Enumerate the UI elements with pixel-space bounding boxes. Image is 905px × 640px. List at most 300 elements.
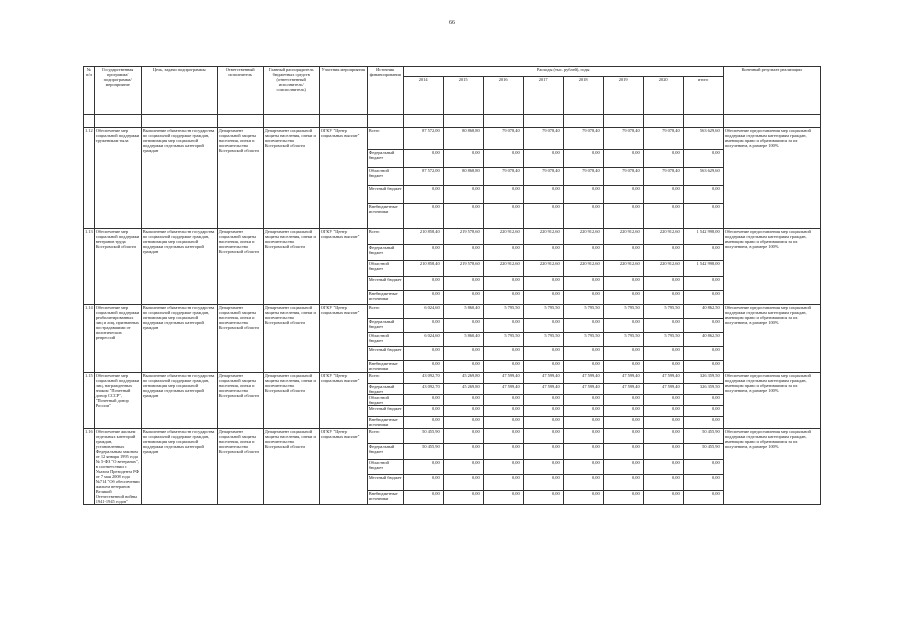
expense-value: 0,00 xyxy=(603,459,643,474)
expense-value: 0,00 xyxy=(403,395,443,406)
expense-value: 220 912,60 xyxy=(483,229,523,245)
expense-value: 0,00 xyxy=(403,291,443,305)
header-year: 2020 xyxy=(643,77,683,115)
expense-value: 0,00 xyxy=(483,150,523,168)
final-result: Обеспечение предоставления мер социальной поддержки отдельным категориям граждан, имеющим право и обратившимся за их получением, в размере 100% xyxy=(723,229,820,305)
expense-value: 0,00 xyxy=(603,395,643,406)
expense-value: 0,00 xyxy=(563,459,603,474)
expense-value: 220 912,60 xyxy=(523,229,563,245)
expense-value: 0,00 xyxy=(563,204,603,229)
expense-value: 0,00 xyxy=(483,277,523,291)
expense-value: 0,00 xyxy=(443,444,483,459)
funding-source: Федеральный бюджет xyxy=(367,245,403,261)
expense-value: 6 024,60 xyxy=(403,333,443,347)
expense-value: 0,00 xyxy=(683,417,723,429)
expense-value: 0,00 xyxy=(483,459,523,474)
expense-value: 0,00 xyxy=(603,444,643,459)
expense-value: 1 542 998,00 xyxy=(683,261,723,277)
empty-cell xyxy=(643,115,683,128)
expense-value: 0,00 xyxy=(603,277,643,291)
header-year: 2019 xyxy=(603,77,643,115)
empty-cell xyxy=(94,115,141,128)
event-participant: ОГКУ "Центр социальных выплат" xyxy=(319,305,367,373)
expense-value: 0,00 xyxy=(443,347,483,361)
expense-value: 0,00 xyxy=(643,150,683,168)
expense-value: 0,00 xyxy=(483,475,523,490)
responsible-executor: Департамент социальной защиты населения, опеки и попечительства Костромской области xyxy=(217,305,263,373)
expense-value: 220 912,60 xyxy=(603,229,643,245)
expense-value: 0,00 xyxy=(563,406,603,417)
expense-value: 0,00 xyxy=(643,186,683,204)
expense-value: 0,00 xyxy=(563,291,603,305)
expense-value: 0,00 xyxy=(683,490,723,504)
row-number: 1.13 xyxy=(84,229,95,305)
expense-value: 0,00 xyxy=(683,475,723,490)
program-goal: Выполнение обязательств государства по социальной поддержке граждан, оптимизация мер социальной поддержки отдельных категорий граждан xyxy=(141,305,217,373)
expense-value: 0,00 xyxy=(523,277,563,291)
empty-cell xyxy=(603,115,643,128)
header-year: 2017 xyxy=(523,77,563,115)
responsible-executor: Департамент социальной защиты населения, опеки и попечительства Костромской области xyxy=(217,229,263,305)
table-row xyxy=(84,373,821,384)
expense-value: 0,00 xyxy=(683,277,723,291)
expense-value: 0,00 xyxy=(643,444,683,459)
expense-value: 0,00 xyxy=(683,347,723,361)
expense-value: 0,00 xyxy=(523,406,563,417)
funding-source: Федеральный бюджет xyxy=(367,319,403,333)
expense-value: 0,00 xyxy=(603,186,643,204)
expense-value: 0,00 xyxy=(683,395,723,406)
expense-value: 0,00 xyxy=(483,319,523,333)
expense-value: 0,00 xyxy=(483,361,523,373)
expense-value: 5 795,50 xyxy=(643,305,683,319)
expense-value: 0,00 xyxy=(523,291,563,305)
expense-value: 47 599,40 xyxy=(563,384,603,395)
program-goal: Выполнение обязательств государства по социальной поддержке граждан, оптимизация мер социальной поддержки отдельных категорий граждан xyxy=(141,229,217,305)
header-executor: Ответственный исполнитель xyxy=(217,67,263,115)
expense-value: 0,00 xyxy=(563,186,603,204)
header-goal: Цель, задачи подпрограммы xyxy=(141,67,217,115)
expense-value: 79 078,40 xyxy=(483,128,523,150)
expense-value: 79 078,40 xyxy=(563,168,603,186)
expense-value: 220 912,60 xyxy=(643,229,683,245)
expense-value: 0,00 xyxy=(683,406,723,417)
expense-value: 0,00 xyxy=(403,475,443,490)
final-result: Обеспечение предоставления мер социальной поддержки отдельным категориям граждан, имеющим право и обратившимся за их получением, в размере 100% xyxy=(723,305,820,373)
expense-value: 0,00 xyxy=(443,361,483,373)
empty-cell xyxy=(723,115,820,128)
expense-value: 0,00 xyxy=(563,395,603,406)
expense-value: 47 599,40 xyxy=(603,384,643,395)
expense-value: 47 599,40 xyxy=(483,384,523,395)
responsible-executor: Департамент социальной защиты населения, опеки и попечительства Костромской области xyxy=(217,128,263,229)
event-participant: ОГКУ "Центр социальных выплат" xyxy=(319,373,367,429)
expense-value: 87 572,00 xyxy=(403,168,443,186)
expense-value: 40 862,50 xyxy=(683,305,723,319)
expense-value: 0,00 xyxy=(523,429,563,444)
row-number: 1.14 xyxy=(84,305,95,373)
expense-value: 0,00 xyxy=(563,429,603,444)
expense-value: 0,00 xyxy=(563,347,603,361)
empty-cell xyxy=(217,115,263,128)
expense-value: 0,00 xyxy=(483,347,523,361)
expense-value: 5 795,50 xyxy=(643,333,683,347)
expense-value: 0,00 xyxy=(643,459,683,474)
expense-value: 0,00 xyxy=(563,361,603,373)
program-name: Обеспечение жильем отдельных категорий граждан, установленных Федеральным законом от 12 января 1995 года № 5-ФЗ "О ветеранах", в соответствии с Указом Президента РФ от 7 мая 2008 года №714 "Об обеспечении жильем ветеранов Великой Отечественной войны 1941-1945 годов" xyxy=(95,429,140,504)
expense-value: 0,00 xyxy=(563,417,603,429)
expense-value: 0,00 xyxy=(403,417,443,429)
expense-value: 0,00 xyxy=(483,186,523,204)
funding-source: Местный бюджет xyxy=(367,406,403,417)
program-name: Обеспечение мер социальной поддержки ветеранов труда Костромской области xyxy=(94,229,141,305)
expense-value: 0,00 xyxy=(523,347,563,361)
expense-value: 210 858,40 xyxy=(403,229,443,245)
expense-value: 0,00 xyxy=(603,429,643,444)
expense-value: 0,00 xyxy=(443,150,483,168)
funding-source: Всего xyxy=(367,305,403,319)
expense-value: 0,00 xyxy=(523,361,563,373)
expense-value: 0,00 xyxy=(643,406,683,417)
expense-value: 5 795,50 xyxy=(603,305,643,319)
expense-value: 5 795,50 xyxy=(523,305,563,319)
expense-value: 0,00 xyxy=(603,245,643,261)
empty-cell xyxy=(483,115,523,128)
expense-value: 47 599,40 xyxy=(523,373,563,384)
expense-value: 0,00 xyxy=(683,150,723,168)
header-year: 2015 xyxy=(443,77,483,115)
expense-value: 0,00 xyxy=(643,361,683,373)
expense-value: 5 795,50 xyxy=(563,333,603,347)
expense-value: 0,00 xyxy=(403,277,443,291)
funding-source: Всего xyxy=(367,229,403,245)
funding-source: Областной бюджет xyxy=(367,261,403,277)
expense-value: 0,00 xyxy=(403,406,443,417)
expense-value: 0,00 xyxy=(643,204,683,229)
expense-value: 0,00 xyxy=(403,204,443,229)
expense-value: 220 912,60 xyxy=(643,261,683,277)
header-year: итого xyxy=(683,77,723,115)
expense-value: 0,00 xyxy=(603,475,643,490)
expense-value: 0,00 xyxy=(643,319,683,333)
expense-value: 0,00 xyxy=(403,319,443,333)
expense-value: 0,00 xyxy=(483,204,523,229)
expense-value: 47 599,40 xyxy=(483,373,523,384)
expense-value: 0,00 xyxy=(683,186,723,204)
funding-source: Областной бюджет xyxy=(367,168,403,186)
program-table xyxy=(83,66,821,505)
expense-value: 5 795,50 xyxy=(523,333,563,347)
expense-value: 0,00 xyxy=(403,186,443,204)
header-year: 2018 xyxy=(563,77,603,115)
final-result: Обеспечение предоставления мер социальной поддержки отдельным категориям граждан, имеющим право и обратившимся за их получением, в размере 100% xyxy=(723,373,820,429)
empty-cell xyxy=(367,115,403,128)
funding-source: Местный бюджет xyxy=(367,277,403,291)
expense-value: 0,00 xyxy=(483,429,523,444)
expense-value: 79 078,40 xyxy=(643,168,683,186)
expense-value: 220 912,60 xyxy=(563,229,603,245)
event-participant: ОГКУ "Центр социальных выплат" xyxy=(319,128,367,229)
expense-value: 0,00 xyxy=(523,245,563,261)
expense-value: 0,00 xyxy=(523,444,563,459)
funding-source: Областной бюджет xyxy=(367,333,403,347)
expense-value: 0,00 xyxy=(443,277,483,291)
expense-value: 0,00 xyxy=(523,395,563,406)
event-participant: ОГКУ "Центр социальных выплат" xyxy=(319,429,367,505)
expense-value: 47 599,40 xyxy=(603,373,643,384)
funding-source: Внебюджетные источники xyxy=(367,291,403,305)
expense-value: 220 912,60 xyxy=(563,261,603,277)
event-participant: ОГКУ "Центр социальных выплат" xyxy=(319,229,367,305)
expense-value: 563 629,60 xyxy=(683,128,723,150)
empty-cell xyxy=(443,115,483,128)
expense-value: 0,00 xyxy=(643,395,683,406)
expense-value: 45 269,80 xyxy=(443,373,483,384)
expense-value: 0,00 xyxy=(483,395,523,406)
expense-value: 0,00 xyxy=(403,459,443,474)
funding-source: Всего xyxy=(367,429,403,444)
expense-value: 79 078,40 xyxy=(643,128,683,150)
expense-value: 5 860,40 xyxy=(443,333,483,347)
expense-value: 5 795,50 xyxy=(483,305,523,319)
expense-value: 0,00 xyxy=(523,459,563,474)
expense-value: 0,00 xyxy=(683,459,723,474)
expense-value: 0,00 xyxy=(523,475,563,490)
expense-value: 0,00 xyxy=(443,204,483,229)
expense-value: 219 578,60 xyxy=(443,229,483,245)
funding-source: Всего xyxy=(367,373,403,384)
empty-cell xyxy=(523,115,563,128)
expense-value: 0,00 xyxy=(563,490,603,504)
expense-value: 0,00 xyxy=(523,490,563,504)
expense-value: 0,00 xyxy=(483,406,523,417)
expense-value: 0,00 xyxy=(603,319,643,333)
budget-manager: Департамент социальной защиты населения, опеки и попечительства Костромской области xyxy=(263,429,319,505)
empty-cell xyxy=(84,115,95,128)
expense-value: 0,00 xyxy=(643,429,683,444)
row-number: 1.15 xyxy=(84,373,95,429)
expense-value: 0,00 xyxy=(603,150,643,168)
expense-value: 0,00 xyxy=(683,245,723,261)
funding-source: Местный бюджет xyxy=(367,347,403,361)
expense-value: 0,00 xyxy=(523,319,563,333)
header-result: Конечный результат реализации xyxy=(723,67,820,115)
expense-value: 0,00 xyxy=(683,204,723,229)
expense-value: 6 024,60 xyxy=(403,305,443,319)
program-goal: Выполнение обязательств государства по социальной поддержке граждан, оптимизация мер социальной поддержки отдельных категорий граждан xyxy=(141,373,217,429)
expense-value: 47 599,40 xyxy=(643,373,683,384)
expense-value: 0,00 xyxy=(683,361,723,373)
program-goal: Выполнение обязательств государства по социальной поддержке граждан, оптимизация мер социальной поддержки отдельных категорий граждан xyxy=(141,429,217,505)
row-number: 1.16 xyxy=(84,429,95,505)
header-manager: Главный распорядитель бюджетных средств (ответственный исполнитель/соисполнитель) xyxy=(263,67,319,115)
expense-value: 0,00 xyxy=(603,406,643,417)
responsible-executor: Департамент социальной защиты населения, опеки и попечительства Костромской области xyxy=(217,429,263,505)
program-name: Обеспечение мер социальной поддержки лиц, награжденных знаком "Почетный донор СССР", "Почетный донор России" xyxy=(94,373,141,429)
expense-value: 50 455,90 xyxy=(403,429,443,444)
expense-value: 0,00 xyxy=(443,291,483,305)
expense-value: 0,00 xyxy=(643,291,683,305)
expense-value: 0,00 xyxy=(643,490,683,504)
expense-value: 326 359,50 xyxy=(683,384,723,395)
expense-value: 79 078,40 xyxy=(603,128,643,150)
expense-value: 210 858,40 xyxy=(403,261,443,277)
funding-source: Федеральный бюджет xyxy=(367,150,403,168)
row-number: 1.12 xyxy=(84,128,95,229)
expense-value: 0,00 xyxy=(443,475,483,490)
expense-value: 0,00 xyxy=(443,490,483,504)
expense-value: 0,00 xyxy=(403,245,443,261)
expense-value: 43 092,70 xyxy=(403,384,443,395)
expense-value: 0,00 xyxy=(483,291,523,305)
funding-source: Федеральный бюджет xyxy=(367,444,403,459)
expense-value: 0,00 xyxy=(603,291,643,305)
expense-value: 5 795,50 xyxy=(603,333,643,347)
expense-value: 0,00 xyxy=(603,361,643,373)
expense-value: 220 912,60 xyxy=(483,261,523,277)
expense-value: 0,00 xyxy=(443,186,483,204)
final-result: Обеспечение предоставления мер социальной поддержки отдельным категориям граждан, имеющим право и обратившимся за их получением, в размере 100% xyxy=(723,429,820,505)
expense-value: 0,00 xyxy=(483,490,523,504)
responsible-executor: Департамент социальной защиты населения, опеки и попечительства Костромской области xyxy=(217,373,263,429)
expense-value: 0,00 xyxy=(643,277,683,291)
expense-value: 0,00 xyxy=(563,475,603,490)
expense-value: 0,00 xyxy=(603,347,643,361)
expense-value: 0,00 xyxy=(603,490,643,504)
expense-value: 0,00 xyxy=(643,347,683,361)
expense-value: 0,00 xyxy=(403,361,443,373)
expense-value: 0,00 xyxy=(483,444,523,459)
funding-source: Областной бюджет xyxy=(367,459,403,474)
funding-source: Внебюджетные источники xyxy=(367,490,403,504)
empty-cell xyxy=(403,115,443,128)
program-name: Обеспечение мер социальной поддержки труженикам тыла xyxy=(94,128,141,229)
expense-value: 0,00 xyxy=(523,186,563,204)
funding-source: Местный бюджет xyxy=(367,186,403,204)
funding-source: Внебюджетные источники xyxy=(367,417,403,429)
expense-value: 79 078,40 xyxy=(483,168,523,186)
expense-value: 0,00 xyxy=(443,245,483,261)
page-number: 66 xyxy=(449,20,455,26)
funding-source: Федеральный бюджет xyxy=(367,384,403,395)
empty-cell xyxy=(683,115,723,128)
expense-value: 0,00 xyxy=(563,319,603,333)
expense-value: 0,00 xyxy=(403,347,443,361)
budget-manager: Департамент социальной защиты населения, опеки и попечительства Костромской области xyxy=(263,373,319,429)
header-year: 2014 xyxy=(403,77,443,115)
header-expenses: Расходы (тыс. рублей), годы xyxy=(403,67,723,77)
expense-value: 0,00 xyxy=(603,204,643,229)
budget-manager: Департамент социальной защиты населения, опеки и попечительства Костромской области xyxy=(263,305,319,373)
expense-value: 0,00 xyxy=(403,490,443,504)
table-row xyxy=(84,429,821,444)
table-row xyxy=(84,305,821,319)
expense-value: 47 599,40 xyxy=(523,384,563,395)
expense-value: 79 078,40 xyxy=(603,168,643,186)
expense-value: 0,00 xyxy=(643,417,683,429)
expense-value: 0,00 xyxy=(443,429,483,444)
expense-value: 50 455,90 xyxy=(683,444,723,459)
final-result: Обеспечение предоставления мер социальной поддержки отдельным категориям граждан, имеющим право и обратившимся за их получением, в размере 100% xyxy=(723,128,820,229)
expense-value: 0,00 xyxy=(443,417,483,429)
funding-source: Местный бюджет xyxy=(367,475,403,490)
budget-manager: Департамент социальной защиты населения, опеки и попечительства Костромской области xyxy=(263,229,319,305)
empty-cell xyxy=(563,115,603,128)
expense-value: 0,00 xyxy=(683,319,723,333)
expense-value: 47 599,40 xyxy=(563,373,603,384)
header-year: 2016 xyxy=(483,77,523,115)
expense-value: 47 599,40 xyxy=(643,384,683,395)
expense-value: 0,00 xyxy=(563,150,603,168)
expense-value: 0,00 xyxy=(443,406,483,417)
expense-value: 0,00 xyxy=(523,150,563,168)
expense-value: 43 092,70 xyxy=(403,373,443,384)
header-program: Государственная программа/подпрограмма/мероприятие xyxy=(94,67,141,115)
expense-value: 0,00 xyxy=(683,291,723,305)
funding-source: Областной бюджет xyxy=(367,395,403,406)
expense-value: 5 860,40 xyxy=(443,305,483,319)
expense-value: 80 868,80 xyxy=(443,128,483,150)
expense-value: 0,00 xyxy=(443,459,483,474)
expense-value: 0,00 xyxy=(483,417,523,429)
funding-source: Всего xyxy=(367,128,403,150)
expense-value: 50 455,90 xyxy=(403,444,443,459)
funding-source: Внебюджетные источники xyxy=(367,361,403,373)
empty-cell xyxy=(263,115,319,128)
expense-value: 0,00 xyxy=(523,204,563,229)
expense-value: 0,00 xyxy=(563,444,603,459)
expense-value: 5 795,50 xyxy=(483,333,523,347)
expense-value: 0,00 xyxy=(643,475,683,490)
expense-value: 79 078,40 xyxy=(523,128,563,150)
expense-value: 5 795,50 xyxy=(563,305,603,319)
budget-manager: Департамент социальной защиты населения, опеки и попечительства Костромской области xyxy=(263,128,319,229)
expense-value: 220 912,60 xyxy=(523,261,563,277)
expense-value: 219 578,60 xyxy=(443,261,483,277)
table-row xyxy=(84,229,821,245)
expense-value: 0,00 xyxy=(523,417,563,429)
expense-value: 0,00 xyxy=(443,395,483,406)
expense-value: 326 359,50 xyxy=(683,373,723,384)
expense-value: 0,00 xyxy=(403,150,443,168)
expense-value: 80 868,80 xyxy=(443,168,483,186)
expense-value: 0,00 xyxy=(483,245,523,261)
expense-value: 563 629,60 xyxy=(683,168,723,186)
expense-value: 0,00 xyxy=(603,417,643,429)
program-goal: Выполнение обязательств государства по социальной поддержке граждан, оптимизация мер социальной поддержки отдельных категорий граждан xyxy=(141,128,217,229)
header-participant: Участник мероприятия xyxy=(319,67,367,115)
empty-cell xyxy=(319,115,367,128)
expense-value: 0,00 xyxy=(443,319,483,333)
expense-value: 45 269,80 xyxy=(443,384,483,395)
expense-value: 87 572,00 xyxy=(403,128,443,150)
empty-cell xyxy=(141,115,217,128)
header-source: Источник финансирования xyxy=(367,67,403,115)
header-num: № п/п xyxy=(84,67,95,115)
program-name: Обеспечение мер социальной поддержки реабилитированных лиц и лиц, признанных пострадавшими от политических репрессий xyxy=(94,305,141,373)
expense-value: 40 862,50 xyxy=(683,333,723,347)
expense-value: 79 078,40 xyxy=(523,168,563,186)
expense-value: 79 078,40 xyxy=(563,128,603,150)
expense-value: 1 542 998,00 xyxy=(683,229,723,245)
expense-value: 0,00 xyxy=(643,245,683,261)
expense-value: 220 912,60 xyxy=(603,261,643,277)
funding-source: Внебюджетные источники xyxy=(367,204,403,229)
expense-value: 0,00 xyxy=(563,245,603,261)
expense-value: 50 455,90 xyxy=(683,429,723,444)
table-row xyxy=(84,128,821,150)
expense-value: 0,00 xyxy=(563,277,603,291)
